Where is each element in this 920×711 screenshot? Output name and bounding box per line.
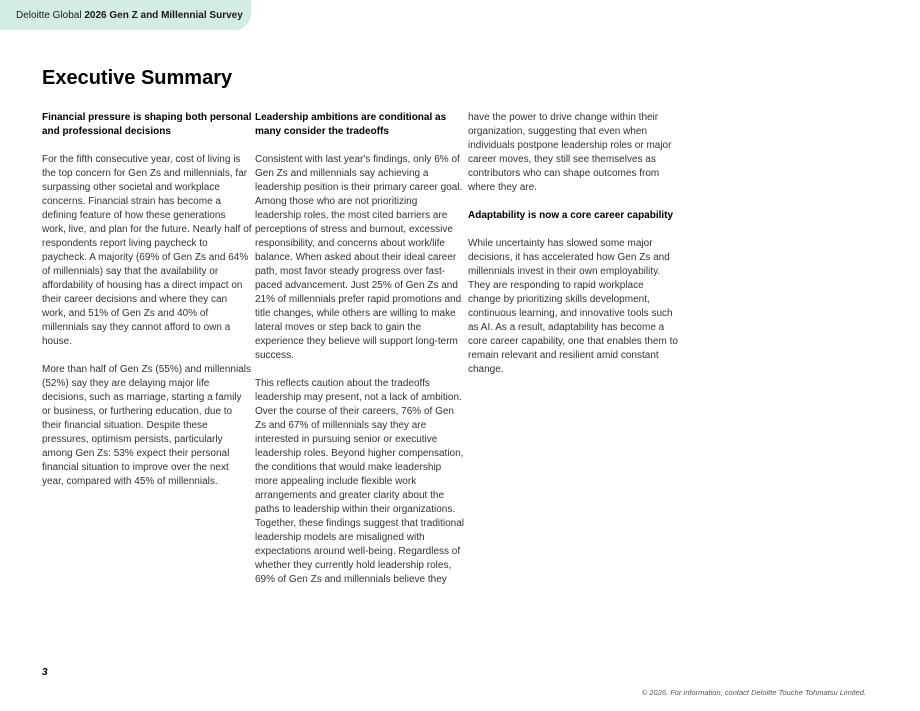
section-heading-adaptability: Adaptability is now a core career capability <box>468 210 674 221</box>
body-paragraph: This reflects caution about the tradeoffs leadership may present, not a lack of ambition. Over the course of their careers, 76% of Gen Zs and 67% of millennials say they are interested in pursuing senior or executive leadership roles. Beyond higher compensation, the conditions that would make leadership more appealing include flexible work arrangements and greater clarity about the paths to leadership within their organizations. Together, these findings suggest that traditional leadership models are misaligned with expectations around well-being. Regardless of whether they currently hold leadership roles, 69% of Gen Zs and millennials believe they <box>255 378 465 585</box>
column-leadership-ambitions <box>255 111 465 601</box>
section-heading-leadership-ambitions: Leadership ambitions are conditional as many consider the tradeoffs <box>255 112 447 137</box>
header-brand: Deloitte Global <box>16 10 82 21</box>
copyright-footer: © 2026. For information, contact Deloitte Touche Tohmatsu Limited. <box>641 688 866 697</box>
body-paragraph-continued: have the power to drive change within their organization, suggesting that even when individuals postpone leadership roles or major career moves, they still see themselves as contributors who can shape outcomes from where they are. <box>468 112 672 193</box>
body-paragraph: Consistent with last year's findings, only 6% of Gen Zs and millennials say achieving a leadership position is their primary career goal. Among those who are not prioritizing leadership roles, the most cited barriers are perceptions of stress and burnout, excessive responsibility, and concerns about work/life balance. When asked about their ideal career path, most favor steady progress over fast-paced advancement. Just 25% of Gen Zs and 21% of millennials prefer rapid promotions and title changes, while others are willing to make lateral moves or step back to gain the experience they believe will support long-term success. <box>255 154 463 361</box>
body-paragraph: For the fifth consecutive year, cost of living is the top concern for Gen Zs and millennials, far surpassing other societal and workplace concerns. Financial strain has become a defining feature of how these generations work, live, and plan for the future. Nearly half of respondents report living paycheck to paycheck. A majority (69% of Gen Zs and 64% of millennials) say that the availability or affordability of housing has a direct impact on their career decisions and where they can work, and 51% of Gen Zs and 40% of millennials say they cannot afford to own a house. <box>42 154 252 347</box>
page-number: 3 <box>42 667 48 678</box>
body-paragraph: More than half of Gen Zs (55%) and millennials (52%) say they are delaying major life decisions, such as marriage, starting a family or business, or furthering education, due to their financial situation. Despite these pressures, optimism persists, particularly among Gen Zs: 53% expect their personal financial situation to improve over the next year, compared with 45% of millennials. <box>42 364 251 487</box>
column-financial-pressure <box>42 111 252 503</box>
survey-header-tab <box>0 0 251 30</box>
column-adaptability <box>468 111 678 391</box>
body-paragraph: While uncertainty has slowed some major decisions, it has accelerated how Gen Zs and millennials invest in their own employability. They are responding to rapid workplace change by prioritizing skills development, continuous learning, and innovative tools such as AI. As a result, adaptability has become a core career capability, one that enables them to remain relevant and resilient amid constant change. <box>468 238 678 375</box>
section-heading-financial-pressure: Financial pressure is shaping both personal and professional decisions <box>42 112 252 137</box>
page-title: Executive Summary <box>42 67 233 89</box>
header-survey-title: 2026 Gen Z and Millennial Survey <box>84 10 243 21</box>
